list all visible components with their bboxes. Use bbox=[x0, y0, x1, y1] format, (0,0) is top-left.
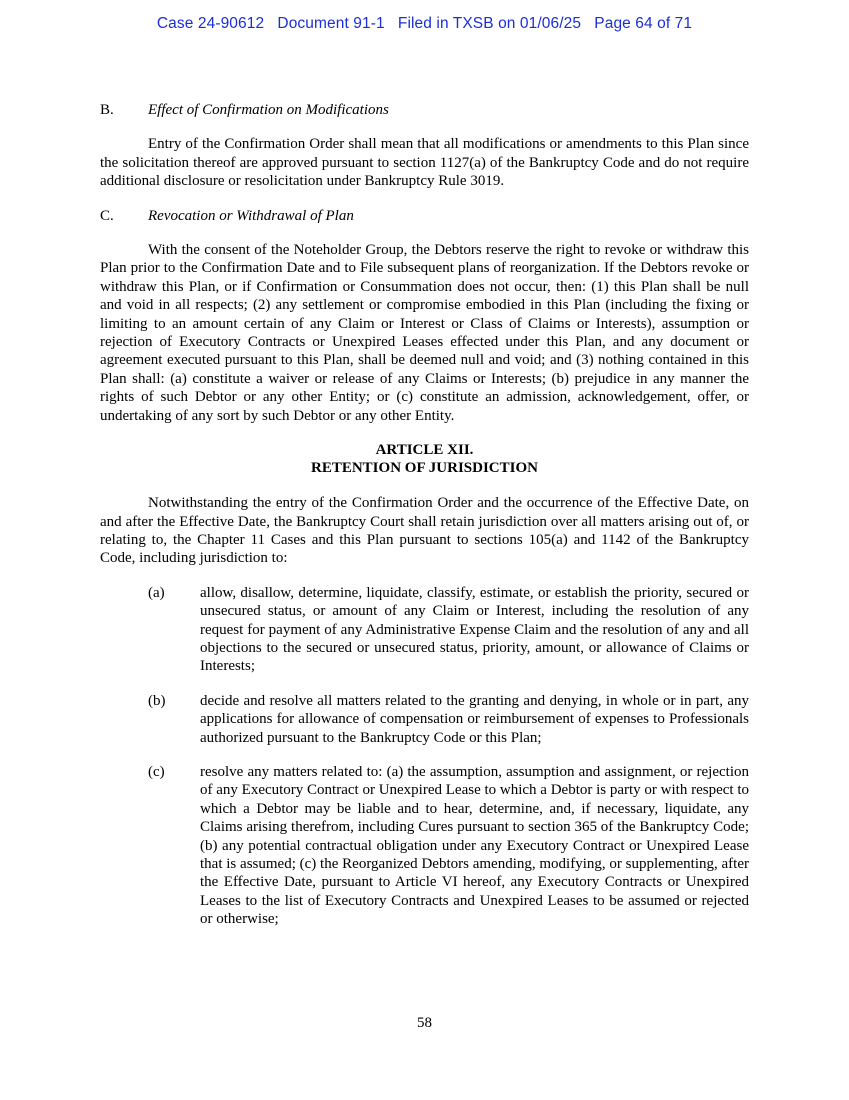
section-number: B. bbox=[100, 102, 114, 118]
list-item bbox=[100, 692, 749, 747]
article-number: ARTICLE XII. bbox=[375, 442, 474, 459]
section-heading-b bbox=[100, 101, 749, 119]
list-item bbox=[100, 584, 749, 676]
list-item-text: decide and resolve all matters related to the granting and denying, in whole or in part, any applications for allowance of compensation or reimbursement of expenses to Professionals authorized pursuant to the Bankruptcy Code or this Plan; bbox=[200, 692, 749, 746]
section-heading-c bbox=[100, 207, 749, 225]
section-paragraph: With the consent of the Noteholder Group, the Debtors reserve the right to revoke or withdraw this Plan prior to the Confirmation Date and to File subsequent plans of reorganization. If the Debtors revoke or withdraw this Plan, or if Confirmation or Consummation does not occur, then: (1) this Plan shall be null and void in all respects; (2) any settlement or compromise embodied in this Plan (including the fixing or limiting to an amount certain of any Claim or Interest or Class of Claims or Interests), assumption or rejection of Executory Contracts or Unexpired Leases effected under this Plan, and any document or agreement executed pursuant to this Plan, shall be deemed null and void; and (3) nothing contained in this Plan shall: (a) constitute a waiver or release of any Claims or Interests; (b) prejudice in any manner the rights of such Debtor or any other Entity; or (c) constitute an admission, acknowledgement, offer, or undertaking of any sort by such Debtor or any other Entity. bbox=[100, 242, 749, 424]
list-item bbox=[100, 763, 749, 929]
list-item-text: allow, disallow, determine, liquidate, classify, estimate, or establish the priority, secured or unsecured status, or amount of any Claim or Interest, including the resolution of any request for payment of any Administrative Expense Claim and the resolution of any and all objections to the secured or unsecured status, priority, amount, or allowance of Claims or Interests; bbox=[200, 584, 749, 675]
section-title: Revocation or Withdrawal of Plan bbox=[148, 207, 354, 224]
court-filing-stamp: Case 24-90612 Document 91-1 Filed in TXSB on 01/06/25 Page 64 of 71 bbox=[156, 15, 693, 32]
article-heading bbox=[100, 441, 749, 477]
list-item-label: (b) bbox=[148, 692, 166, 709]
list-item-label: (c) bbox=[148, 763, 165, 780]
section-number: C. bbox=[100, 207, 114, 224]
document-body bbox=[100, 101, 749, 945]
article-title: RETENTION OF JURISDICTION bbox=[311, 460, 538, 477]
section-title: Effect of Confirmation on Modifications bbox=[148, 102, 389, 118]
section-paragraph: Entry of the Confirmation Order shall mean that all modifications or amendments to this Plan since the solicitation thereof are approved pursuant to section 1127(a) of the Bankruptcy Code and do not require additional disclosure or resolicitation under Bankruptcy Rule 3019. bbox=[100, 136, 749, 190]
list-item-text: resolve any matters related to: (a) the assumption, assumption and assignment, or rejection of any Executory Contract or Unexpired Lease to which a Debtor is party or with respect to which a Debtor may be liable and to hear, determine, and, if necessary, liquidate, any Claims arising therefrom, including Cures pursuant to section 365 of the Bankruptcy Code; (b) any potential contractual obligation under any Executory Contract or Unexpired Lease that is assumed; (c) the Reorganized Debtors amending, modifying, or supplementing, after the Effective Date, pursuant to Article VI hereof, any Executory Contracts or Unexpired Leases to the list of Executory Contracts and Unexpired Leases to be assumed or rejected or otherwise; bbox=[200, 763, 749, 928]
article-intro-paragraph: Notwithstanding the entry of the Confirmation Order and the occurrence of the Effective Date, on and after the Effective Date, the Bankruptcy Court shall retain jurisdiction over all matters arising out of, or relating to, the Chapter 11 Cases and this Plan pursuant to sections 105(a) and 1142 of the Bankruptcy Code, including jurisdiction to: bbox=[100, 495, 749, 567]
page-number: 58 bbox=[417, 1015, 432, 1031]
list-item-label: (a) bbox=[148, 584, 165, 601]
